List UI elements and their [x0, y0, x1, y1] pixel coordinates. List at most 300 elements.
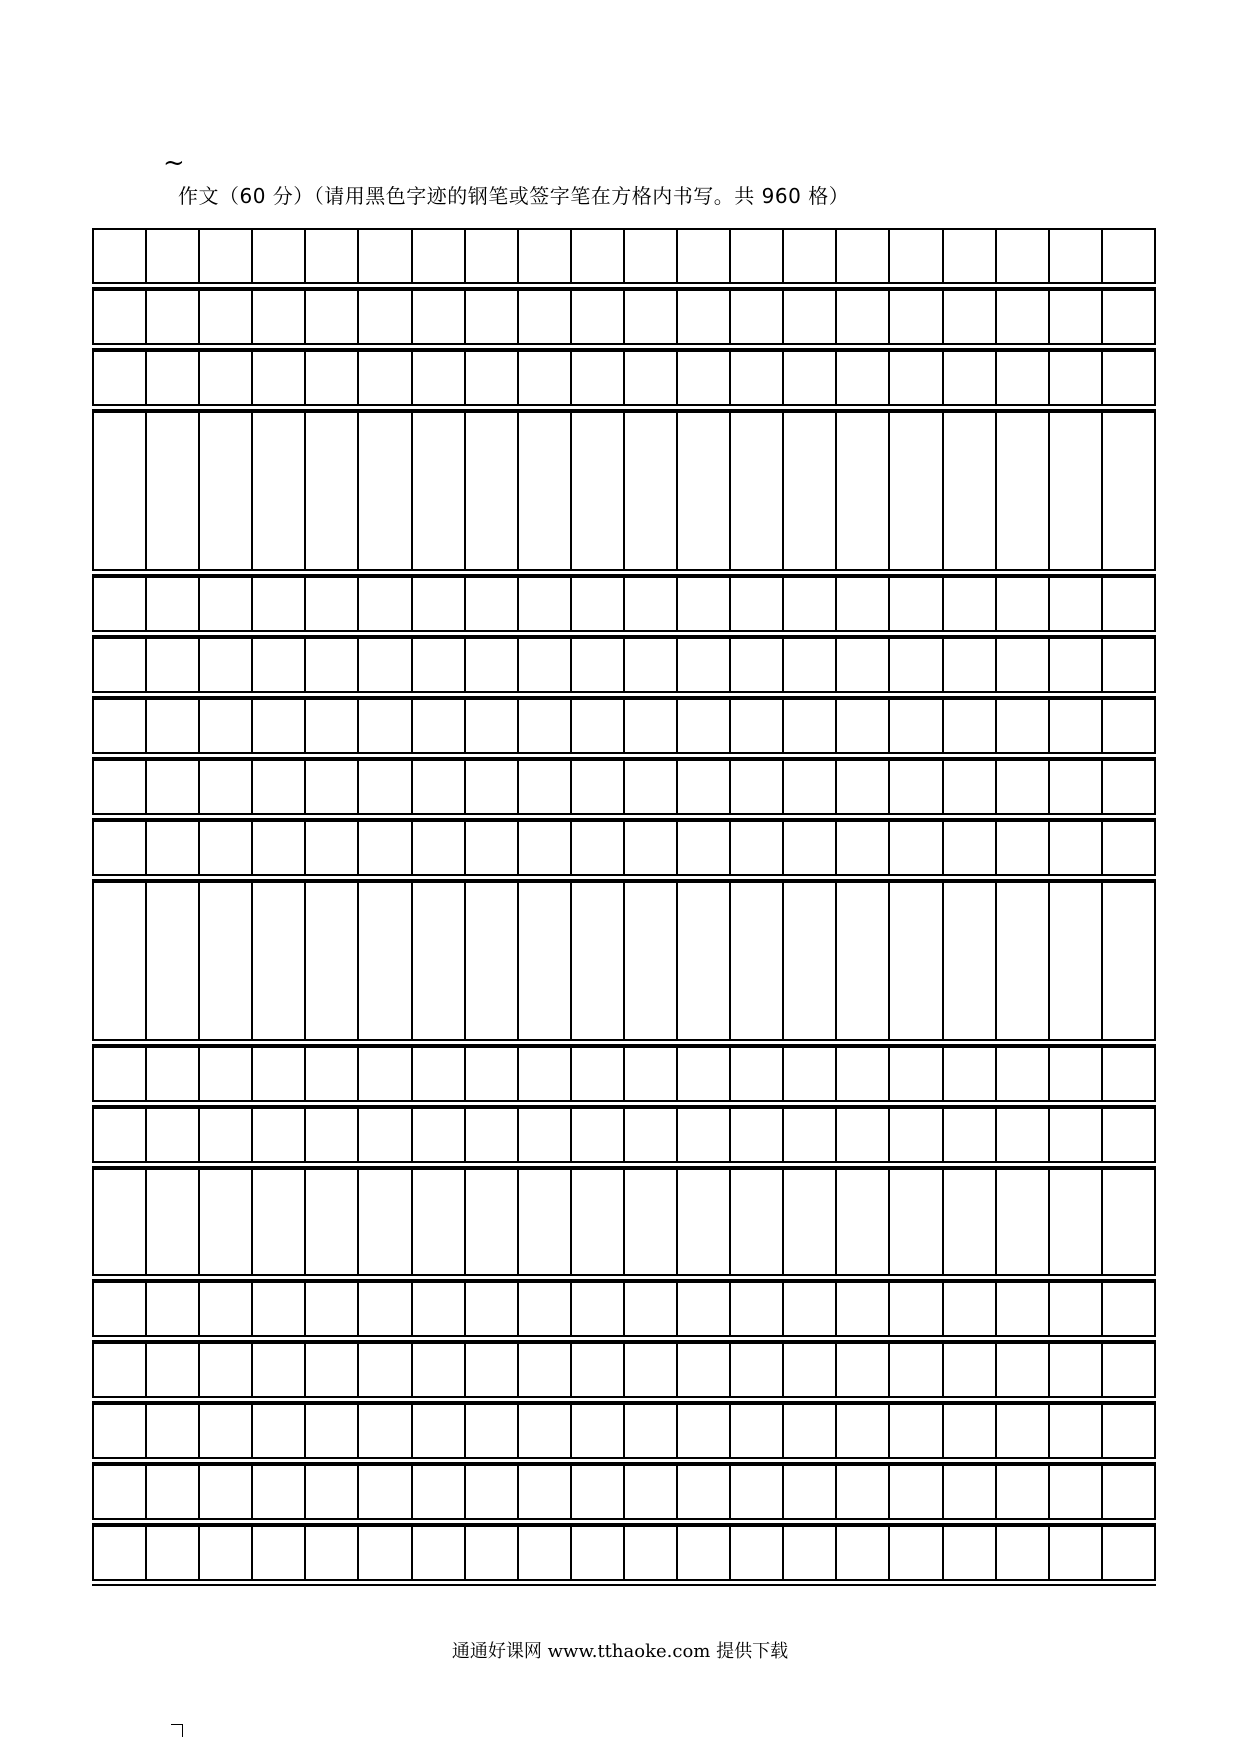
grid-cell — [835, 1283, 888, 1335]
grid-cell — [251, 822, 304, 874]
grid-cell — [995, 1048, 1048, 1100]
grid-cell — [888, 352, 941, 404]
grid-cell — [570, 578, 623, 630]
grid-cell — [304, 1344, 357, 1396]
grid-cell — [623, 1048, 676, 1100]
grid-cell — [145, 230, 198, 282]
grid-cell — [995, 578, 1048, 630]
grid-cell — [835, 578, 888, 630]
grid-cell — [145, 291, 198, 343]
grid-cell — [1048, 1048, 1101, 1100]
grid-cell — [676, 822, 729, 874]
grid-cell — [464, 291, 517, 343]
footer-source: 通通好课网 www.tthaoke.com 提供下载 — [451, 1641, 789, 1662]
grid-cell — [1048, 230, 1101, 282]
grid-cell — [1101, 1527, 1156, 1579]
grid-cell — [729, 1405, 782, 1457]
grid-cell — [782, 578, 835, 630]
grid-cell — [942, 1283, 995, 1335]
grid-cell — [1101, 578, 1156, 630]
grid-cell — [942, 1344, 995, 1396]
tilde-mark: ~ — [163, 148, 185, 178]
grid-row — [92, 411, 1156, 571]
grid-cell — [92, 1344, 145, 1396]
grid-cell — [198, 291, 251, 343]
grid-cell — [464, 1283, 517, 1335]
grid-cell — [198, 1466, 251, 1518]
grid-cell — [92, 1405, 145, 1457]
grid-cell — [623, 761, 676, 813]
grid-cell — [411, 761, 464, 813]
grid-cell — [835, 761, 888, 813]
grid-cell — [1101, 1466, 1156, 1518]
grid-cell — [995, 230, 1048, 282]
grid-cell — [517, 761, 570, 813]
grid-cell — [304, 1109, 357, 1161]
grid-cell — [464, 883, 517, 1039]
grid-cell — [517, 352, 570, 404]
grid-cell — [995, 1283, 1048, 1335]
grid-cell — [942, 639, 995, 691]
grid-cell — [357, 822, 410, 874]
grid-cell — [782, 1344, 835, 1396]
grid-cell — [1101, 1048, 1156, 1100]
grid-cell — [1048, 1466, 1101, 1518]
grid-cell — [145, 1283, 198, 1335]
grid-cell — [1101, 1170, 1156, 1274]
grid-cell — [729, 639, 782, 691]
grid-cell — [304, 352, 357, 404]
grid-cell — [517, 413, 570, 569]
grid-cell — [942, 1048, 995, 1100]
grid-cell — [145, 1527, 198, 1579]
grid-row — [92, 289, 1156, 345]
grid-cell — [995, 352, 1048, 404]
grid-cell — [676, 1048, 729, 1100]
grid-cell — [517, 639, 570, 691]
grid-cell — [411, 230, 464, 282]
grid-cell — [145, 639, 198, 691]
grid-cell — [1048, 639, 1101, 691]
grid-cell — [304, 1048, 357, 1100]
grid-cell — [517, 883, 570, 1039]
grid-cell — [464, 822, 517, 874]
grid-cell — [517, 1405, 570, 1457]
grid-cell — [623, 413, 676, 569]
grid-row — [92, 1046, 1156, 1102]
grid-cell — [145, 700, 198, 752]
grid-cell — [357, 1344, 410, 1396]
grid-cell — [411, 1048, 464, 1100]
grid-cell — [623, 1283, 676, 1335]
writing-grid — [92, 228, 1156, 1581]
grid-cell — [835, 883, 888, 1039]
grid-cell — [411, 1109, 464, 1161]
grid-cell — [676, 1466, 729, 1518]
grid-cell — [1048, 1344, 1101, 1396]
grid-cell — [729, 700, 782, 752]
grid-cell — [623, 291, 676, 343]
grid-cell — [782, 1109, 835, 1161]
grid-cell — [942, 352, 995, 404]
grid-cell — [729, 352, 782, 404]
grid-cell — [517, 1170, 570, 1274]
grid-cell — [782, 1283, 835, 1335]
grid-row — [92, 1525, 1156, 1581]
grid-cell — [995, 1170, 1048, 1274]
grid-cell — [835, 1344, 888, 1396]
grid-cell — [411, 1527, 464, 1579]
grid-cell — [942, 883, 995, 1039]
grid-cell — [92, 1527, 145, 1579]
grid-cell — [464, 1466, 517, 1518]
grid-cell — [411, 639, 464, 691]
grid-cell — [304, 1170, 357, 1274]
grid-cell — [888, 883, 941, 1039]
grid-cell — [1048, 291, 1101, 343]
grid-cell — [517, 291, 570, 343]
grid-cell — [1101, 230, 1156, 282]
grid-cell — [729, 230, 782, 282]
grid-cell — [782, 230, 835, 282]
grid-cell — [92, 230, 145, 282]
grid-cell — [676, 1283, 729, 1335]
grid-cell — [198, 883, 251, 1039]
grid-cell — [888, 1283, 941, 1335]
grid-cell — [251, 1283, 304, 1335]
grid-cell — [198, 352, 251, 404]
grid-cell — [411, 578, 464, 630]
grid-cell — [145, 1109, 198, 1161]
grid-cell — [1048, 1109, 1101, 1161]
grid-cell — [1048, 578, 1101, 630]
grid-cell — [251, 1405, 304, 1457]
grid-cell — [92, 761, 145, 813]
grid-cell — [623, 1466, 676, 1518]
grid-cell — [517, 1344, 570, 1396]
grid-cell — [1101, 639, 1156, 691]
grid-cell — [888, 1170, 941, 1274]
grid-row — [92, 228, 1156, 284]
grid-cell — [729, 883, 782, 1039]
grid-cell — [888, 413, 941, 569]
grid-cell — [517, 230, 570, 282]
grid-cell — [92, 578, 145, 630]
grid-cell — [145, 1170, 198, 1274]
grid-cell — [1048, 1170, 1101, 1274]
grid-cell — [782, 1405, 835, 1457]
grid-cell — [198, 639, 251, 691]
grid-cell — [464, 639, 517, 691]
grid-cell — [304, 822, 357, 874]
grid-cell — [1101, 1405, 1156, 1457]
grid-cell — [411, 822, 464, 874]
grid-cell — [251, 761, 304, 813]
grid-cell — [198, 413, 251, 569]
grid-cell — [92, 700, 145, 752]
grid-cell — [729, 1344, 782, 1396]
grid-cell — [411, 1405, 464, 1457]
grid-cell — [411, 291, 464, 343]
grid-cell — [888, 578, 941, 630]
grid-cell — [517, 1466, 570, 1518]
grid-cell — [782, 1048, 835, 1100]
grid-cell — [251, 1170, 304, 1274]
grid-cell — [198, 230, 251, 282]
grid-cell — [304, 230, 357, 282]
grid-cell — [729, 1170, 782, 1274]
grid-cell — [729, 578, 782, 630]
composition-instructions: 作文（60 分）（请用黑色字迹的钢笔或签字笔在方格内书写。共 960 格） — [178, 184, 850, 208]
grid-cell — [570, 1466, 623, 1518]
grid-row — [92, 1464, 1156, 1520]
grid-cell — [464, 1527, 517, 1579]
grid-cell — [995, 1344, 1048, 1396]
grid-cell — [623, 1344, 676, 1396]
grid-cell — [888, 639, 941, 691]
grid-cell — [357, 1527, 410, 1579]
grid-cell — [942, 578, 995, 630]
grid-cell — [995, 1109, 1048, 1161]
grid-cell — [835, 1109, 888, 1161]
grid-cell — [92, 1048, 145, 1100]
grid-cell — [304, 1283, 357, 1335]
grid-cell — [357, 1283, 410, 1335]
grid-cell — [995, 1405, 1048, 1457]
grid-cell — [676, 883, 729, 1039]
grid-cell — [357, 352, 410, 404]
grid-cell — [676, 413, 729, 569]
grid-cell — [570, 413, 623, 569]
corner-crop-mark — [171, 1724, 183, 1737]
grid-cell — [92, 1109, 145, 1161]
grid-cell — [357, 761, 410, 813]
grid-row — [92, 1168, 1156, 1276]
grid-row — [92, 1281, 1156, 1337]
grid-cell — [1048, 1405, 1101, 1457]
grid-cell — [517, 578, 570, 630]
grid-cell — [464, 700, 517, 752]
grid-cell — [92, 639, 145, 691]
grid-cell — [995, 700, 1048, 752]
grid-cell — [835, 1048, 888, 1100]
grid-cell — [1101, 822, 1156, 874]
grid-cell — [995, 822, 1048, 874]
grid-cell — [251, 1048, 304, 1100]
grid-cell — [623, 1109, 676, 1161]
grid-cell — [145, 413, 198, 569]
grid-cell — [995, 291, 1048, 343]
grid-cell — [835, 639, 888, 691]
grid-cell — [92, 413, 145, 569]
grid-cell — [411, 352, 464, 404]
grid-cell — [888, 1344, 941, 1396]
grid-cell — [1101, 413, 1156, 569]
grid-cell — [464, 1344, 517, 1396]
grid-cell — [198, 822, 251, 874]
grid-cell — [1048, 413, 1101, 569]
grid-cell — [464, 761, 517, 813]
grid-cell — [1101, 291, 1156, 343]
grid-cell — [942, 1466, 995, 1518]
grid-cell — [676, 1109, 729, 1161]
grid-cell — [304, 413, 357, 569]
grid-cell — [782, 883, 835, 1039]
grid-cell — [570, 761, 623, 813]
grid-cell — [942, 1170, 995, 1274]
grid-cell — [464, 578, 517, 630]
grid-cell — [995, 1466, 1048, 1518]
grid-cell — [357, 639, 410, 691]
grid-cell — [145, 1466, 198, 1518]
grid-cell — [517, 822, 570, 874]
grid-cell — [835, 700, 888, 752]
grid-cell — [251, 700, 304, 752]
grid-row — [92, 350, 1156, 406]
grid-cell — [251, 578, 304, 630]
grid-cell — [623, 1170, 676, 1274]
grid-cell — [623, 230, 676, 282]
grid-cell — [570, 230, 623, 282]
grid-cell — [198, 1527, 251, 1579]
grid-cell — [570, 822, 623, 874]
grid-cell — [1101, 1344, 1156, 1396]
grid-cell — [835, 1405, 888, 1457]
grid-cell — [251, 883, 304, 1039]
grid-cell — [464, 1048, 517, 1100]
grid-cell — [623, 1405, 676, 1457]
grid-cell — [942, 822, 995, 874]
grid-cell — [357, 1048, 410, 1100]
grid-cell — [942, 291, 995, 343]
grid-cell — [729, 1283, 782, 1335]
grid-cell — [888, 230, 941, 282]
grid-row — [92, 820, 1156, 876]
grid-cell — [623, 1527, 676, 1579]
grid-cell — [357, 230, 410, 282]
grid-cell — [198, 1170, 251, 1274]
grid-cell — [251, 1109, 304, 1161]
grid-cell — [145, 1048, 198, 1100]
grid-cell — [995, 761, 1048, 813]
grid-cell — [942, 761, 995, 813]
grid-cell — [782, 291, 835, 343]
grid-cell — [888, 1048, 941, 1100]
grid-cell — [942, 413, 995, 569]
grid-row — [92, 576, 1156, 632]
grid-cell — [835, 413, 888, 569]
grid-cell — [729, 1527, 782, 1579]
grid-cell — [357, 1466, 410, 1518]
grid-cell — [1048, 761, 1101, 813]
grid-cell — [570, 1109, 623, 1161]
grid-cell — [145, 883, 198, 1039]
grid-cell — [411, 413, 464, 569]
grid-row — [92, 881, 1156, 1041]
grid-cell — [995, 883, 1048, 1039]
grid-cell — [92, 822, 145, 874]
grid-cell — [570, 1405, 623, 1457]
grid-cell — [888, 1405, 941, 1457]
grid-cell — [145, 578, 198, 630]
grid-cell — [517, 700, 570, 752]
grid-cell — [570, 352, 623, 404]
grid-row — [92, 1107, 1156, 1163]
grid-cell — [251, 291, 304, 343]
grid-cell — [676, 700, 729, 752]
grid-cell — [304, 578, 357, 630]
grid-cell — [676, 230, 729, 282]
grid-cell — [676, 352, 729, 404]
grid-cell — [145, 761, 198, 813]
grid-cell — [251, 639, 304, 691]
grid-cell — [145, 1405, 198, 1457]
grid-cell — [357, 700, 410, 752]
grid-cell — [464, 352, 517, 404]
grid-cell — [676, 1344, 729, 1396]
grid-cell — [570, 700, 623, 752]
grid-cell — [198, 1344, 251, 1396]
grid-cell — [251, 1344, 304, 1396]
grid-cell — [995, 1527, 1048, 1579]
grid-cell — [570, 1170, 623, 1274]
grid-cell — [676, 761, 729, 813]
grid-cell — [888, 1466, 941, 1518]
grid-cell — [888, 761, 941, 813]
grid-cell — [92, 1170, 145, 1274]
grid-cell — [995, 413, 1048, 569]
grid-cell — [464, 413, 517, 569]
grid-cell — [888, 1527, 941, 1579]
grid-cell — [1048, 700, 1101, 752]
grid-cell — [888, 291, 941, 343]
grid-cell — [729, 413, 782, 569]
grid-cell — [1048, 883, 1101, 1039]
grid-cell — [198, 761, 251, 813]
grid-row — [92, 637, 1156, 693]
grid-cell — [251, 413, 304, 569]
grid-cell — [676, 291, 729, 343]
grid-cell — [145, 352, 198, 404]
grid-cell — [251, 230, 304, 282]
grid-cell — [782, 352, 835, 404]
grid-cell — [145, 1344, 198, 1396]
grid-cell — [411, 1283, 464, 1335]
grid-cell — [729, 1109, 782, 1161]
grid-cell — [995, 639, 1048, 691]
grid-cell — [623, 639, 676, 691]
grid-cell — [411, 700, 464, 752]
grid-cell — [464, 1109, 517, 1161]
grid-cell — [942, 1109, 995, 1161]
grid-cell — [1101, 883, 1156, 1039]
grid-cell — [464, 230, 517, 282]
grid-cell — [942, 230, 995, 282]
grid-cell — [782, 1527, 835, 1579]
grid-cell — [411, 1170, 464, 1274]
grid-cell — [357, 883, 410, 1039]
grid-cell — [835, 352, 888, 404]
grid-cell — [835, 230, 888, 282]
grid-cell — [835, 291, 888, 343]
grid-row — [92, 759, 1156, 815]
grid-cell — [888, 700, 941, 752]
grid-cell — [570, 1283, 623, 1335]
grid-cell — [782, 761, 835, 813]
grid-cell — [357, 1405, 410, 1457]
grid-cell — [1048, 822, 1101, 874]
grid-cell — [729, 291, 782, 343]
